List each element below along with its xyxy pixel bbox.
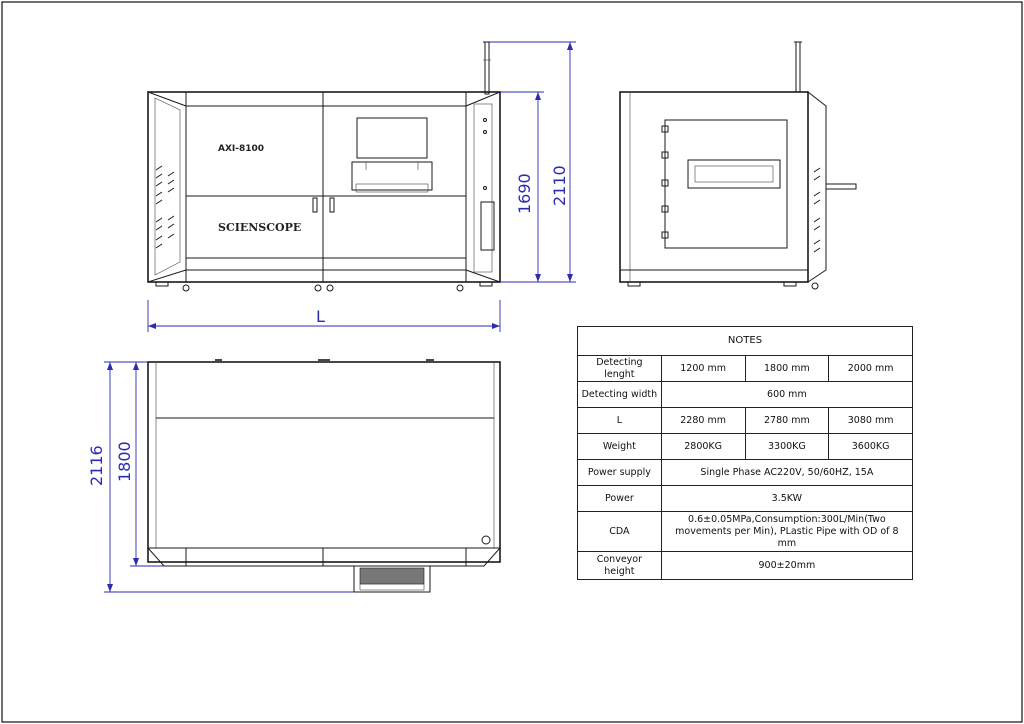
top-view	[148, 360, 500, 592]
door-handle-left	[313, 198, 317, 212]
row-value: 2280 mm	[661, 408, 745, 434]
row-label: Power	[578, 486, 662, 512]
row-value: 2000 mm	[829, 356, 913, 382]
right-side-panel	[466, 92, 500, 282]
table-row	[578, 356, 913, 382]
table-row	[578, 382, 913, 408]
row-value: 900±20mm	[661, 552, 912, 580]
row-label: Power supply	[578, 460, 662, 486]
table-row	[578, 552, 913, 580]
front-feet	[156, 282, 492, 291]
table-row	[578, 434, 913, 460]
left-vents	[156, 166, 174, 248]
model-label: AXI-8100	[218, 144, 265, 154]
top-view-port	[482, 536, 490, 544]
brand-label: SCIENSCOPE	[218, 221, 302, 234]
row-value: 3.5KW	[661, 486, 912, 512]
side-window	[688, 160, 780, 188]
row-value: 1800 mm	[745, 356, 829, 382]
top-body-outline	[148, 362, 500, 562]
row-label: Conveyor height	[578, 552, 662, 580]
row-label: CDA	[578, 512, 662, 552]
monitor	[357, 118, 427, 158]
table-row	[578, 460, 913, 486]
row-label: Weight	[578, 434, 662, 460]
conveyor-stub	[826, 184, 856, 189]
table-row	[578, 486, 913, 512]
row-value: Single Phase AC220V, 50/60HZ, 15A	[661, 460, 912, 486]
row-value: 2780 mm	[745, 408, 829, 434]
front-view	[148, 42, 500, 291]
row-label: Detecting lenght	[578, 356, 662, 382]
table-row	[578, 408, 913, 434]
table-row	[578, 512, 913, 552]
signal-tower	[485, 42, 489, 94]
notes-table	[577, 326, 913, 580]
notes-title: NOTES	[578, 327, 913, 356]
side-view	[620, 42, 856, 289]
row-label: L	[578, 408, 662, 434]
dim-cabinet-height: 1690	[515, 173, 534, 214]
keyboard-tray	[352, 162, 432, 190]
row-value: 0.6±0.05MPa,Consumption:300L/Min(Two movements per Min), PLastic Pipe with OD of 8 mm	[661, 512, 912, 552]
dim-length-label: L	[316, 307, 325, 326]
dim-top-body-depth: 1800	[115, 441, 134, 482]
front-dimensions	[148, 42, 576, 332]
row-value: 1200 mm	[661, 356, 745, 382]
side-signal-tower	[796, 42, 800, 92]
row-value: 3600KG	[829, 434, 913, 460]
row-value: 3300KG	[745, 434, 829, 460]
front-body-outline	[148, 92, 500, 282]
side-door	[665, 120, 787, 248]
row-label: Detecting width	[578, 382, 662, 408]
side-vents	[814, 168, 820, 252]
top-dimensions	[87, 362, 354, 592]
side-right-panel	[808, 92, 826, 282]
dim-total-height: 2110	[550, 165, 569, 206]
row-value: 3080 mm	[829, 408, 913, 434]
row-value: 2800KG	[661, 434, 745, 460]
door-handle-right	[330, 198, 334, 212]
row-value: 600 mm	[661, 382, 912, 408]
dim-top-total-depth: 2116	[87, 445, 106, 486]
